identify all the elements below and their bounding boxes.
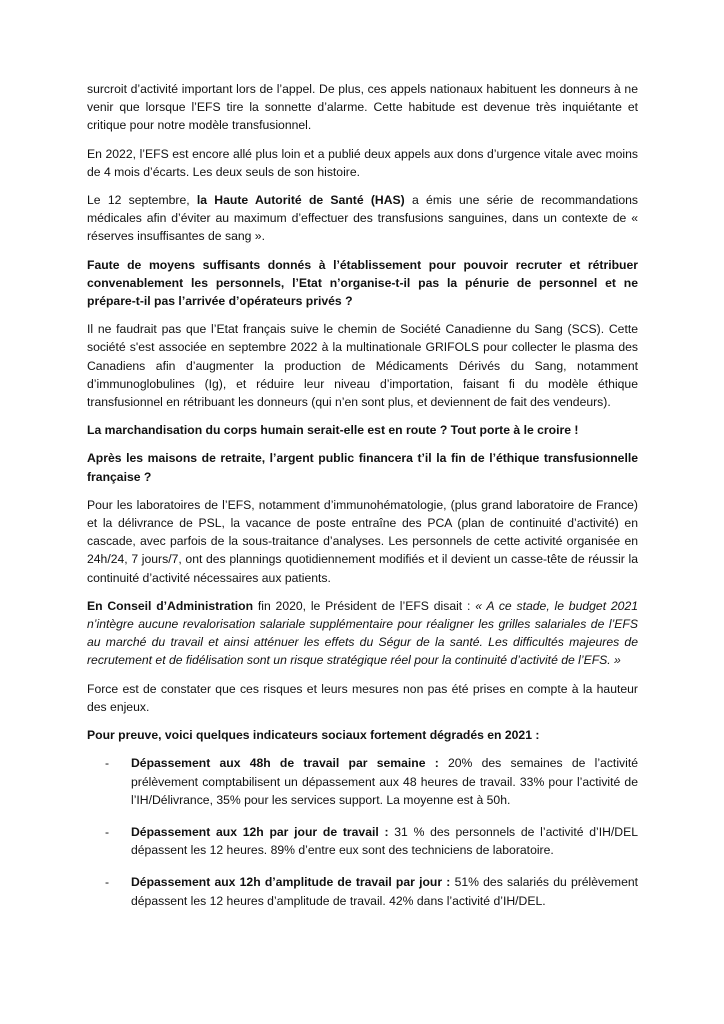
paragraph-has-recommandations [87, 191, 638, 246]
indicator-text: 51% des salariés du prélèvement dépassent les 12 heures d’amplitude de travail. 42% dans l’activité d’IH/DEL. [131, 875, 639, 908]
indicator-text: 20% des semaines de l’activité prélèvement comptabilisent un dépassement aux 48 heures de travail. 33% pour l’activité de l’IH/Délivrance, 35% pour les services support. La moyenne est à 50h. [131, 756, 638, 807]
heading-indicateurs: Pour preuve, voici quelques indicateurs sociaux fortement dégradés en 2021 : [87, 728, 540, 743]
list-item [87, 873, 638, 909]
paragraph-laboratoires: Pour les laboratoires de l’EFS, notamment d’immunohématologie, (plus grand laboratoire de France) et la délivrance de PSL, la vacance de poste entraîne des PCA (plan de continuité d’activité) en cascade, avec parfois de la sous-traitance d’analyses. Les personnels de cette activité organisée en 24h/24, 7 jours/7, ont des plannings quotidiennement modifiés et il devient un casse-tête de réussir la continuité d’activité nécessaires aux patients. [87, 497, 638, 585]
list-item [87, 823, 638, 859]
heading-marchandisation: La marchandisation du corps humain serait-elle est en route ? Tout porte à le croire ! [87, 423, 579, 438]
indicator-list [87, 754, 638, 909]
list-item [87, 754, 638, 809]
paragraph-scs-grifols: Il ne faudrait pas que l’Etat français suive le chemin de Société Canadienne du Sang (SCS). Cette société s'est associée en septembre 2022 à la multinationale GRIFOLS pour collecter le plasma des Canadiens afin d’augmenter la production de Médicaments Dérivés du Sang, notamment d’immunoglobulines (Ig), et réduire leur niveau d’importation, faisant fi du modèle éthique transfusionnel en rétribuant les donneurs (qui n’en sont plus, et deviennent de fait des vendeurs). [87, 322, 638, 410]
indicator-title: Dépassement aux 48h de travail par semaine : [131, 756, 439, 771]
bullet-dash: - [105, 875, 110, 890]
paragraph-appel-consequences: surcroit d’activité important lors de l’appel. De plus, ces appels nationaux habituent les donneurs à ne venir que lorsque l’EFS tire la sonnette d’alarme. Cette habitude est devenue très inquiétante et critique pour notre modèle transfusionnel. [87, 82, 638, 133]
president-quote: « A ce stade, le budget 2021 n’intègre aucune revalorisation salariale supplémentaire pour réaligner les grilles salariales de l’EFS au marché du travail et ainsi atténuer les effets du Ségur de la santé. Les difficultés majeures de recrutement et de fidélisation sont un risque stratégique réel pour la continuité d’activité de l’EFS. » [87, 598, 639, 668]
paragraph-conseil-administration [87, 597, 638, 670]
conseil-bold: En Conseil d’Administration [87, 598, 254, 613]
has-rest-text: a émis une série de recommandations médicales afin d’éviter au maximum d’effectuer des transfusions sanguines, dans un contexte de « réserves insuffisantes de sang ». [87, 193, 638, 244]
has-intro-text: Le 12 septembre, [87, 193, 197, 208]
paragraph-appels-2022: En 2022, l’EFS est encore allé plus loin et a publié deux appels aux dons d’urgence vitale avec moins de 4 mois d’écarts. Les deux seuls de son histoire. [87, 146, 638, 179]
bullet-dash: - [105, 756, 110, 771]
heading-ethique-transfusionnelle: Après les maisons de retraite, l’argent public financera t’il la fin de l’éthique transfusionnelle française ? [87, 451, 638, 484]
has-name-bold: la Haute Autorité de Santé (HAS) [196, 193, 405, 208]
paragraph-constat: Force est de constater que ces risques et leurs mesures non pas été prises en compte à la hauteur des enjeux. [87, 681, 638, 714]
indicator-title: Dépassement aux 12h par jour de travail : [131, 824, 389, 839]
bullet-dash: - [105, 824, 110, 839]
conseil-intro-text: fin 2020, le Président de l’EFS disait : [253, 598, 476, 613]
indicator-title: Dépassement aux 12h d’amplitude de travail par jour : [131, 875, 451, 890]
indicator-text: 31 % des personnels de l’activité d’IH/DEL dépassent les 12 heures. 89% d’entre eux sont des techniciens de laboratoire. [131, 824, 638, 858]
heading-question-penurie: Faute de moyens suffisants donnés à l’établissement pour pouvoir recruter et rétribuer convenablement les personnels, l’Etat n’organise-t-il pas la pénurie de personnel et ne prépare-t-il pas l’arrivée d’opérateurs privés ? [87, 257, 638, 309]
